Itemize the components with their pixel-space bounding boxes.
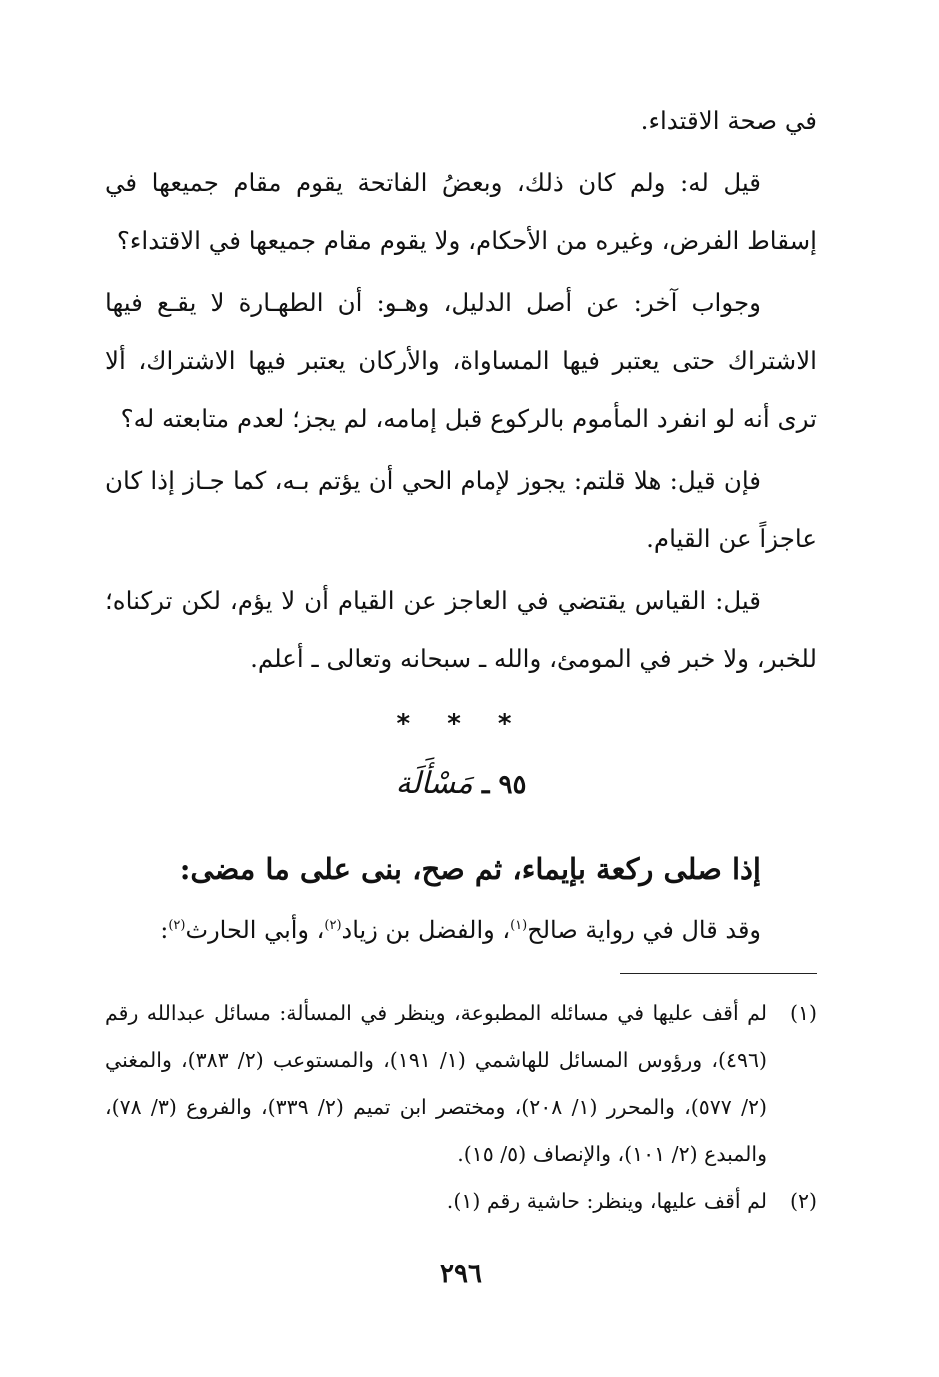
footnote-2 (105, 1178, 817, 1225)
footnote-number: (١) (789, 1001, 817, 1025)
footnote-text: لم أقف عليها، وينظر: حاشية رقم (١). (446, 1189, 767, 1213)
footnote-text: لم أقف عليها في مسائله المطبوعة، وينظر في المسألة: مسائل عبدالله رقم (٤٩٦)، ورؤوس المسائل للهاشمي (١/ ١٩١)، والمستوعب (٢/ ٣٨٣)، والمغني (٢/ ٥٧٧)، والمحرر (١/ ٢٠٨)، ومختصر ابن تميم (٢/ ٣٣٩)، والفروع (٣/ ٧٨)، والمبدع (٢/ ١٠١)، والإنصاف (٥/ ١٥). (105, 1001, 767, 1166)
narration-part-2: ، والفضل بن زياد (341, 916, 511, 944)
section-heading (105, 752, 817, 816)
footnote-1 (105, 990, 817, 1178)
narration-part-4: : (160, 916, 169, 944)
paragraph-4: فإن قيل: هلا قلتم: يجوز لإمام الحي أن يؤتم بـه، كما جـاز إذا كان عاجزاً عن القيام. (105, 466, 817, 553)
narration-part-1: وقد قال في رواية صالح (527, 916, 761, 944)
paragraph-1: في صحة الاقتداء. (640, 106, 817, 135)
page-body (105, 92, 817, 1289)
footnote-ref-1[interactable]: (١) (510, 918, 528, 933)
page-number: ٢٩٦ (440, 1259, 482, 1289)
footnote-number: (٢) (789, 1189, 817, 1213)
footnote-ref-2[interactable]: (٢) (324, 918, 342, 933)
paragraph-3: وجواب آخر: عن أصل الدليل، وهـو: أن الطهـارة لا يقـع فيها الاشتراك حتى يعتبر فيها المساواة، والأركان يعتبر فيها الاشتراك، ألا ترى أنه لو انفرد المأموم بالركوع قبل إمامه، لم يجز؛ لعدم متابعته له؟ (105, 288, 817, 433)
paragraph-2: قيل له: ولم كان ذلك، وبعضُ الفاتحة يقوم مقام جميعها في إسقاط الفرض، وغيره من الأحكام، ولا يقوم مقام جميعها في الاقتداء؟ (105, 168, 817, 255)
section-number: ٩٥ ـ (481, 770, 527, 800)
footnote-ref-3[interactable]: (٢) (168, 918, 186, 933)
section-separator: * * * (396, 709, 526, 739)
section-word: مَسْأَلَة (395, 766, 473, 801)
issue-title: إذا صلى ركعة بإيماء، ثم صح، بنى على ما مضى: (179, 852, 761, 886)
narration-line (105, 902, 817, 958)
paragraph-5: قيل: القياس يقتضي في العاجز عن القيام أن لا يؤم، لكن تركناه؛ للخبر، ولا خبر في المومئ، والله ـ سبحانه وتعالى ـ أعلم. (105, 586, 817, 673)
narration-part-3: ، وأبي الحارث (185, 916, 325, 944)
footnotes (105, 990, 817, 1225)
